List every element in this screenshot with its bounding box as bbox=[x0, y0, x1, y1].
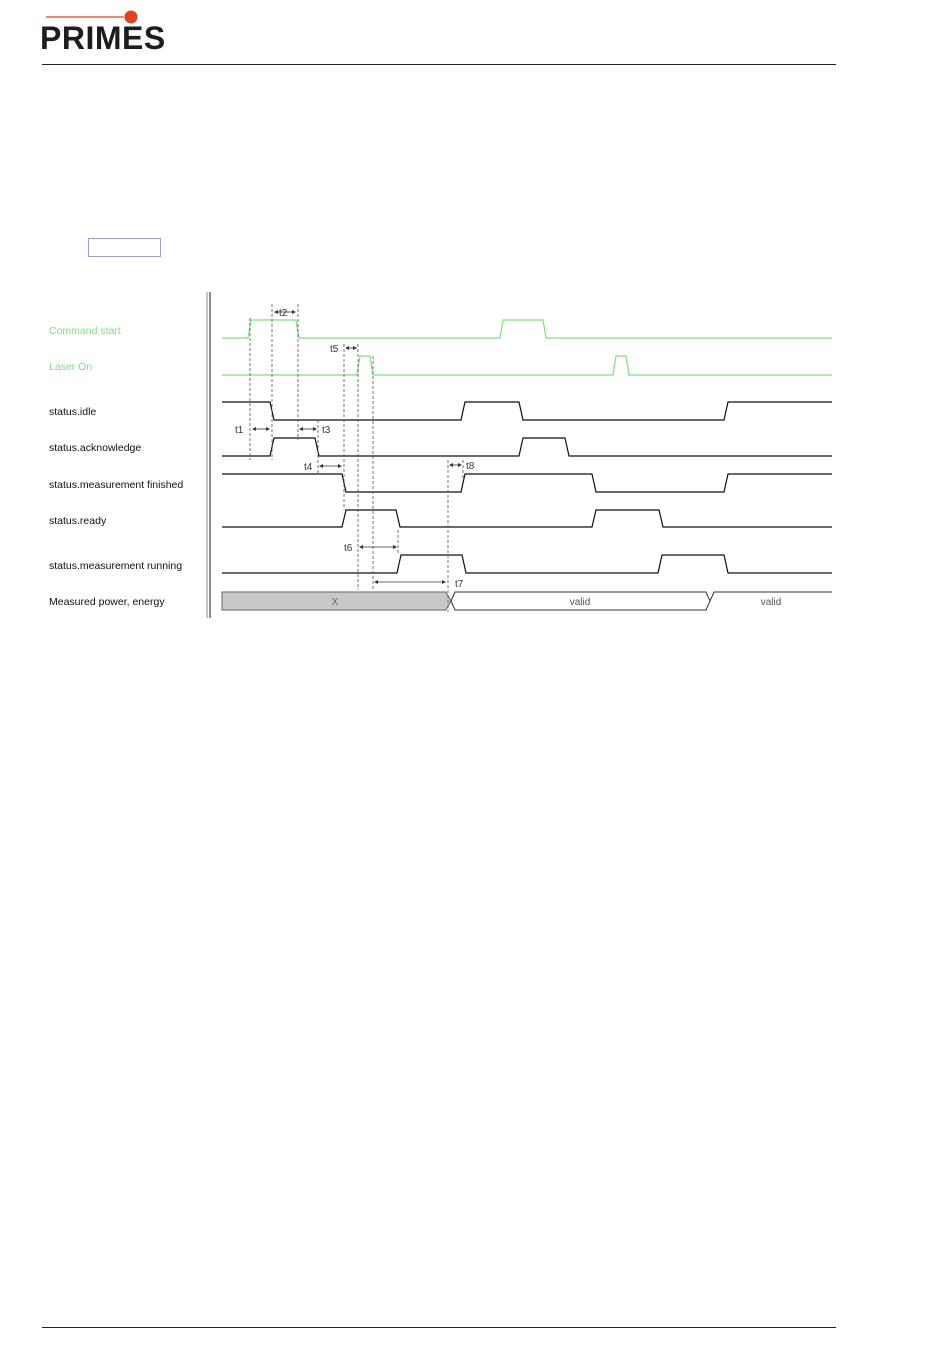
timing-diagram bbox=[0, 280, 950, 625]
label-status-idle: status.idle bbox=[49, 406, 97, 418]
label-status-ready: status.ready bbox=[49, 515, 107, 527]
label-status-measurement-running: status.measurement running bbox=[49, 560, 183, 572]
label-command-start: Command start bbox=[49, 325, 121, 337]
label-measured-power: Measured power, energy bbox=[49, 596, 165, 608]
timing-label-t7: t7 bbox=[455, 579, 464, 590]
wave-command-start bbox=[222, 320, 832, 338]
label-status-measurement-finished: status.measurement finished bbox=[49, 479, 184, 491]
wave-laser-on bbox=[222, 356, 832, 375]
timing-label-t4: t4 bbox=[304, 462, 313, 473]
timing-label-t8: t8 bbox=[466, 461, 475, 472]
bus-label-valid-2: valid bbox=[760, 597, 782, 608]
bus-label-valid-1: valid bbox=[569, 597, 591, 608]
timing-label-t6: t6 bbox=[344, 543, 353, 554]
timing-label-t5: t5 bbox=[330, 344, 339, 355]
header-rule bbox=[42, 64, 836, 65]
timing-label-t3: t3 bbox=[322, 425, 331, 436]
wave-status-ready bbox=[222, 510, 832, 527]
placeholder-box bbox=[88, 238, 161, 257]
wave-status-measurement-running bbox=[222, 555, 832, 573]
wave-status-idle bbox=[222, 402, 832, 420]
label-laser-on: Laser On bbox=[49, 361, 93, 373]
label-status-acknowledge: status.acknowledge bbox=[49, 442, 142, 454]
timing-label-t1: t1 bbox=[235, 425, 244, 436]
timing-label-t2: t2 bbox=[279, 308, 288, 319]
wave-status-acknowledge bbox=[222, 438, 832, 456]
bus-label-invalid: X bbox=[331, 597, 339, 608]
wave-status-measurement-finished bbox=[222, 474, 832, 492]
logo-text: PRIMES bbox=[40, 20, 166, 56]
footer-rule bbox=[42, 1327, 836, 1328]
